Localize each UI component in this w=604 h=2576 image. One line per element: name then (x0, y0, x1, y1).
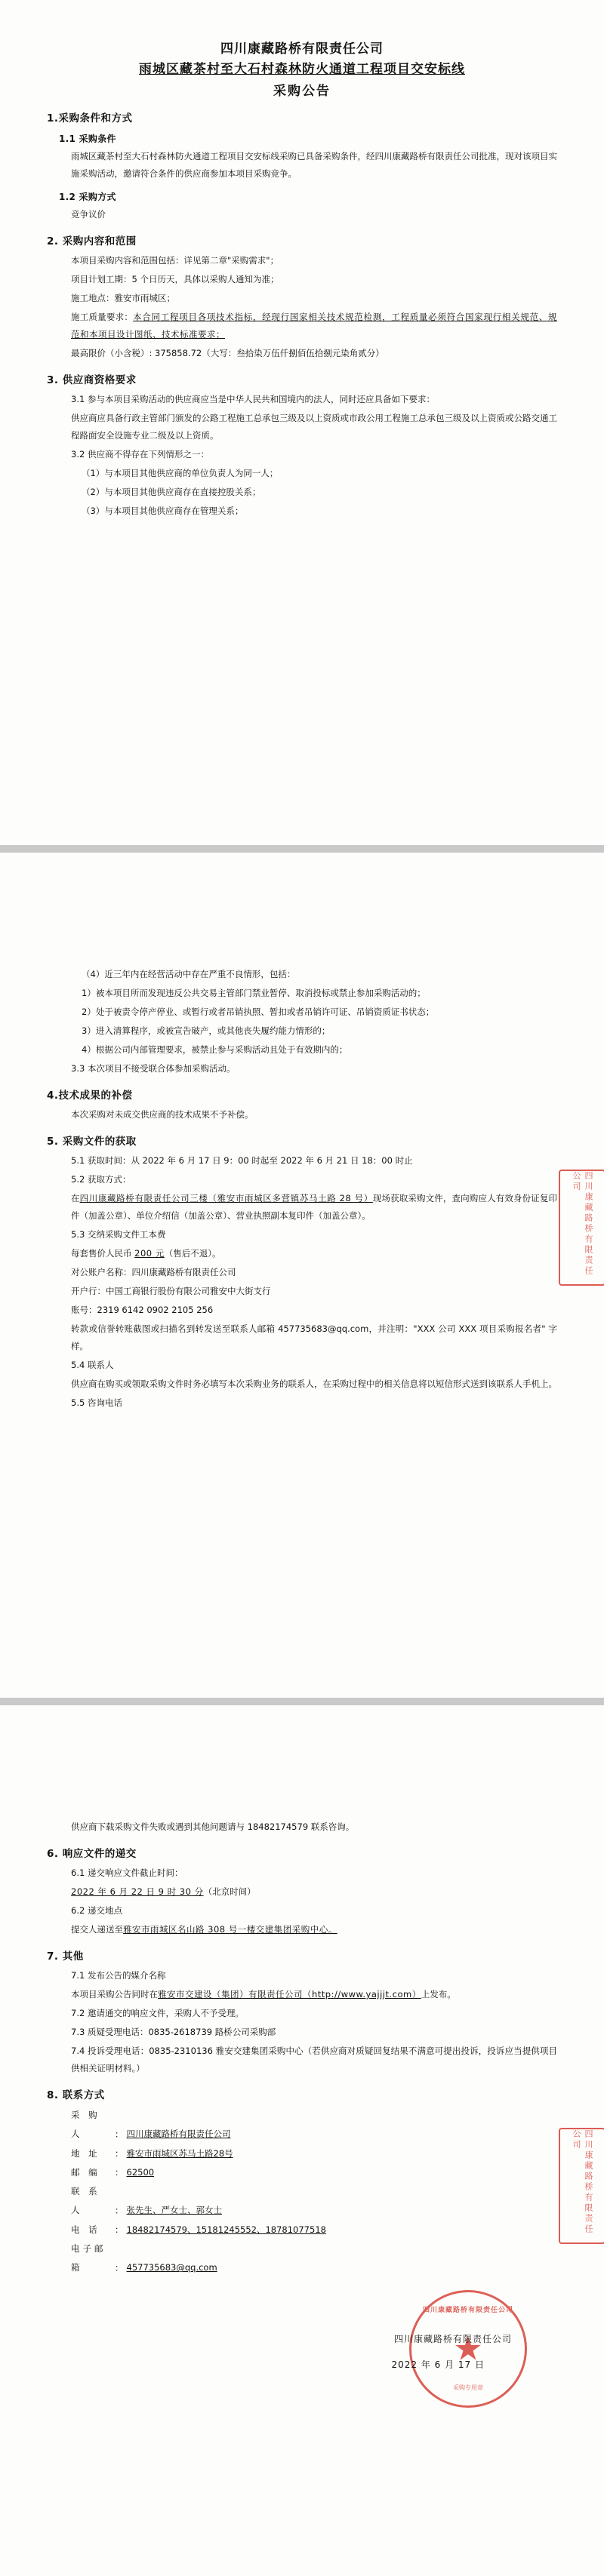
media-suffix: 上发布。 (421, 1989, 456, 2000)
section-5-4-heading: 5.4 联系人 (71, 1360, 114, 1370)
document-page-2 (0, 853, 604, 1698)
section-3-qualification-text: 供应商应具备行政主管部门颁发的公路工程施工总承包三级及以上资质或市政公用工程施工总承包三级及以上资质或公路交通工程路面安全设施专业二级及以上资质。 (71, 413, 557, 441)
section-5-3-line-1 (71, 1245, 557, 1262)
section-1-heading: 1.采购条件和方式 (47, 112, 133, 124)
section-8-heading: 8. 联系方式 (47, 2089, 105, 2101)
section-5-3-line-4: 账号：2319 6142 0902 2105 256 (71, 1305, 214, 1315)
section-2-heading: 2. 采购内容和范围 (47, 235, 137, 247)
contact-label-email: 电子邮箱 (71, 2243, 106, 2273)
document-page-3 (0, 1705, 604, 2576)
contact-value-email[interactable]: 457735683@qq.com (126, 2262, 217, 2273)
section-3-2-item-2: （2）与本项目其他供应商存在直接控股关系； (82, 487, 261, 497)
section-7-3-text: 7.3 质疑受理电话：0835-2618739 路桥公司采购部 (71, 2027, 276, 2037)
doc-title-line-1: 四川康藏路桥有限责任公司 (220, 41, 384, 57)
section-6-2-text (71, 1921, 557, 1938)
contact-value-postcode: 62500 (126, 2166, 155, 2178)
document-page-1 (0, 0, 604, 845)
section-7-1-text (71, 1986, 557, 2003)
section-1-2-text: 竞争议价 (71, 209, 106, 220)
signature-date: 2022 年 6 月 17 日 (391, 2359, 485, 2370)
section-5-1-text: 5.1 获取时间：从 2022 年 6 月 17 日 9：00 时起至 2022 年 6 月 21 日 18：00 时止 (71, 1155, 413, 1166)
section-2-line-4-underlined: 本合同工程项目各项技术指标，经现行国家相关技术规范检测，工程质量必须符合国家现行相关规范、规范和本项目设计图纸、技术标准要求； (71, 312, 558, 340)
contact-row-address: 地 址 ： 雅安市雨城区苏马土路28号 (71, 2144, 557, 2163)
side-seal-stamp-2-text: 四川康藏路桥有限责任公司 (572, 2129, 593, 2235)
side-seal-stamp-1 (559, 1170, 604, 1286)
section-2-line-1-text: 本项目采购内容和范围包括：详见第二章"采购需求"； (71, 255, 279, 266)
section-2-line-4-prefix: 施工质量要求： (71, 312, 134, 322)
section-1-1-heading: 1.1 采购条件 (59, 134, 116, 144)
company-seal-bottom-text: 采购专用章 (453, 2384, 483, 2391)
signature-area (47, 2282, 557, 2396)
section-7-4-text: 7.4 投诉受理电话：0835-2310136 雅安交建集团采购中心（若供应商对质疑回复结果不满意可提出投诉，投诉应当提供项目供相关证明材料。） (71, 2046, 557, 2073)
deadline-suffix: （北京时间） (203, 1886, 256, 1897)
company-seal-stamp (409, 2290, 527, 2408)
section-2-line-2: 项目计划工期：5 个日历天，具体以采购人通知为准； (71, 274, 279, 284)
section-3-2-item-4b: 2）处于被责令停产停业、或暂行或者吊销执照、暂扣或者吊销许可证、吊销资质证书状态； (82, 1007, 435, 1017)
company-seal-top-text: 四川康藏路桥有限责任公司 (422, 2306, 513, 2314)
contact-row-email: 电子邮箱 ： 457735683@qq.com (71, 2239, 557, 2278)
section-5-3-line-3: 开户行：中国工商银行股份有限公司雅安中大街支行 (71, 1286, 271, 1296)
section-3-2-item-4: （4）近三年内在经营活动中存在严重不良情形，包括： (82, 969, 296, 979)
section-5-3-line-5: 转款或信誉转账截图或扫描名到转发送至联系人邮箱 457735683@qq.com，并注明："XXX 公司 XXX 项目采购报名者" 字样。 (71, 1323, 557, 1351)
side-seal-stamp-2 (559, 2128, 604, 2244)
section-5-3-line-2: 对公账户名称：四川康藏路桥有限责任公司 (71, 1267, 236, 1277)
section-3-2-text: 3.2 供应商不得存在下列情形之一： (71, 449, 209, 460)
contact-label-postcode: 邮 编 (71, 2166, 100, 2178)
section-3-heading: 3. 供应商资格要求 (47, 374, 137, 386)
contact-row-purchaser: 采 购 人 ： 四川康藏路桥有限责任公司 (71, 2106, 557, 2144)
section-5-2-heading: 5.2 获取方式： (71, 1174, 131, 1185)
page-separator-1 (0, 845, 604, 853)
contact-row-phone: 电 话 ： 18482174579、15181245552、18781077518 (71, 2221, 557, 2239)
section-4-heading: 4.技术成果的补偿 (47, 1090, 133, 1102)
section-3-2-item-3: （3）与本项目其他供应商存在管理关系； (82, 506, 244, 516)
doc-title-line-3: 采购公告 (273, 84, 331, 99)
section-5-tail-text: 供应商下载采购文件失败或遇到其他问题请与 18482174579 联系咨询。 (71, 1821, 355, 1832)
section-3-2-item-4a: 1）被本项目所而发现违反公共交易主管部门禁业暂停、取消投标或禁止参加采购活动的； (82, 988, 426, 998)
section-7-1-heading: 7.1 发布公告的媒介名称 (71, 1970, 166, 1981)
section-1-1-text: 雨城区藏茶村至大石村森林防火通道工程项目交安标线采购已具备采购条件，经四川康藏路桥有限责任公司批准，现对该项目实施采购活动，邀请符合条件的供应商参加本项目采购竞争。 (71, 151, 557, 179)
section-5-3-heading: 5.3 交纳采购文件工本费 (71, 1229, 166, 1240)
section-3-3-text: 3.3 本次项目不接受联合体参加采购活动。 (71, 1063, 236, 1074)
contact-label-purchaser: 采 购 人 (71, 2110, 100, 2140)
contact-label-phone: 电 话 (71, 2224, 100, 2235)
page-separator-2 (0, 1698, 604, 1705)
section-5-2-suffix: 现场获取采购文件，查向购应人有效身份证复印件（加盖公章）、单位介绍信（加盖公章）、营业执照副本复印件（加盖公章）。 (71, 1193, 558, 1221)
fee-amount: 200 元 (134, 1248, 165, 1259)
fee-prefix: 每套售价人民币 (71, 1248, 135, 1259)
section-1-2-heading: 1.2 采购方式 (59, 192, 116, 202)
section-6-2-heading: 6.2 递交地点 (71, 1905, 122, 1916)
signature-company-name: 四川康藏路桥有限责任公司 (393, 2333, 512, 2344)
section-6-1-deadline (71, 1883, 557, 1901)
section-5-4-text: 供应商在购买或领取采购文件时务必填写本次采购业务的联系人，在采购过程中的相关信息将以短信形式送到该联系人手机上。 (71, 1379, 557, 1389)
section-3-1-text: 3.1 参与本项目采购活动的供应商应当是中华人民共和国境内的法人，同时还应具备如下要求： (71, 394, 435, 404)
side-seal-stamp-1-text: 四川康藏路桥有限责任公司 (572, 1171, 593, 1277)
contact-value-address: 雅安市雨城区苏马土路28号 (126, 2147, 233, 2159)
section-5-heading: 5. 采购文件的获取 (47, 1136, 137, 1148)
contact-value-purchaser: 四川康藏路桥有限责任公司 (126, 2129, 231, 2140)
contact-value-phone: 18482174579、15181245552、18781077518 (126, 2224, 326, 2235)
star-icon: ★ (453, 2329, 483, 2369)
doc-title-line-2: 雨城区藏茶村至大石村森林防火通道工程项目交安标线 (139, 62, 465, 77)
section-2-line-4 (71, 309, 557, 343)
section-7-heading: 7. 其他 (47, 1950, 84, 1963)
section-2-line-3: 施工地点：雅安市雨城区； (71, 293, 175, 303)
section-5-2-text (71, 1190, 557, 1225)
media-link[interactable]: 雅安市交建设（集团）有限责任公司（http://www.yajjjt.com） (158, 1989, 421, 2000)
section-3-2-item-4c: 3）进入清算程序，或被宣告破产，或其他丧失履约能力情形的； (82, 1025, 331, 1036)
fee-suffix: （售后不退）。 (164, 1248, 221, 1259)
deadline-underlined: 2022 年 6 月 22 日 9 时 30 分 (71, 1886, 204, 1897)
section-5-5-heading: 5.5 咨询电话 (71, 1397, 122, 1408)
section-6-heading: 6. 响应文件的递交 (47, 1848, 137, 1860)
section-7-2-text: 7.2 邀请通交的响应文件，采购人不予受理。 (71, 2008, 244, 2018)
section-4-text: 本次采购对未成交供应商的技术成果不予补偿。 (71, 1109, 254, 1120)
section-3-2-item-1: （1）与本项目其他供应商的单位负责人为同一人； (82, 468, 279, 478)
media-prefix: 本项目采购公告同时在 (71, 1989, 158, 2000)
contact-row-postcode: 邮 编 ： 62500 (71, 2163, 557, 2182)
section-2-line-5: 最高限价（小含税）: 375858.72（大写：叁拾染万伍仟捌佰伍拾捌元染角贰分） (71, 348, 384, 358)
contact-row-person: 联 系 人 ： 张先生、严女士、郭女士 (71, 2182, 557, 2221)
submit-location-underlined: 雅安市雨城区名山路 308 号一楼交建集团采购中心。 (123, 1924, 337, 1935)
submit-location-prefix: 提交人递送至 (71, 1924, 123, 1935)
contact-value-person: 张先生、严女士、郭女士 (126, 2205, 222, 2216)
section-2-line-1 (71, 252, 557, 269)
section-6-1-heading: 6.1 递交响应文件截止时间： (71, 1867, 183, 1878)
contact-label-person: 联 系 人 (71, 2186, 100, 2216)
section-5-2-address-underlined: 四川康藏路桥有限责任公司三楼（雅安市雨城区多营镇苏马土路 28 号） (79, 1193, 373, 1203)
section-3-2-item-4d: 4）根据公司内部管理要求，被禁止参与采购活动且处于有效期内的； (82, 1044, 348, 1055)
section-5-2-prefix: 在 (71, 1193, 80, 1203)
contact-label-address: 地 址 (71, 2147, 100, 2159)
